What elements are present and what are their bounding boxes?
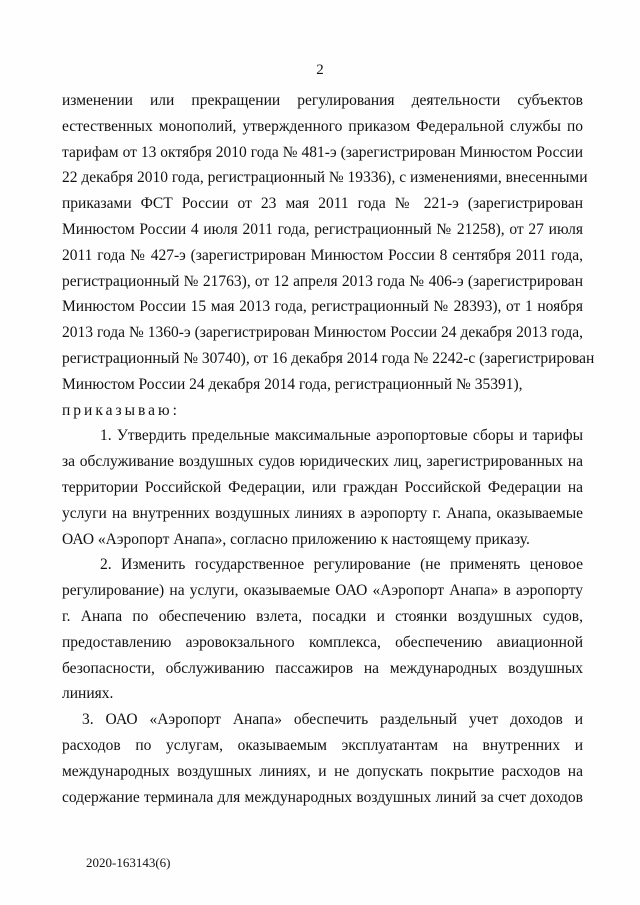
- text-line: международных воздушных линиях, и не допускать покрытие расходов на: [62, 762, 583, 780]
- text-line: 3. ОАО «Аэропорт Анапа» обеспечить раздельный учет доходов и: [82, 711, 583, 729]
- text-line: расходов по услугам, оказываемым эксплуатантам на внутренних и: [62, 736, 583, 754]
- text-line: приказываю:: [62, 401, 180, 419]
- text-line: 22 декабря 2010 года, регистрационный № 19336), с изменениями, внесенными: [62, 169, 588, 187]
- text-line: безопасности, обслуживанию пассажиров на международных воздушных: [62, 659, 583, 677]
- text-line: регистрационный № 30740), от 16 декабря 2014 года № 2242-с (зарегистрирован: [62, 349, 595, 367]
- text-line: территории Российской Федерации, или граждан Российской Федерации на: [62, 478, 583, 496]
- text-line: 2. Изменить государственное регулирование (не применять ценовое: [100, 556, 583, 574]
- text-line: 1. Утвердить предельные максимальные аэропортовые сборы и тарифы: [100, 427, 583, 445]
- text-line: 2011 года № 427-э (зарегистрирован Минюстом России 8 сентября 2011 года,: [62, 246, 583, 264]
- text-line: Минюстом России 4 июля 2011 года, регистрационный № 21258), от 27 июля: [62, 220, 583, 238]
- text-line: за обслуживание воздушных судов юридических лиц, зарегистрированных на: [62, 453, 583, 471]
- text-line: регистрационный № 21763), от 12 апреля 2013 года № 406-э (зарегистрирован: [62, 272, 583, 290]
- text-line: 2013 года № 1360-э (зарегистрирован Минюстом России 24 декабря 2013 года,: [62, 324, 583, 342]
- document-body: [62, 88, 595, 810]
- text-line: Минюстом России 15 мая 2013 года, регистрационный № 28393), от 1 ноября: [62, 298, 583, 316]
- text-line: предоставлению аэровокзального комплекса, обеспечению авиационной: [62, 633, 583, 651]
- text-line: регулирование) на услуги, оказываемые ОАО «Аэропорт Анапа» в аэропорту: [62, 582, 583, 600]
- text-line: тарифам от 13 октября 2010 года № 481-э (зарегистрирован Минюстом России: [62, 143, 583, 161]
- text-line: естественных монополий, утвержденного приказом Федеральной службы по: [62, 117, 583, 135]
- text-line: услуги на внутренних воздушных линиях в аэропорту г. Анапа, оказываемые: [62, 504, 583, 522]
- text-line: г. Анапа по обеспечению взлета, посадки и стоянки воздушных судов,: [62, 607, 583, 625]
- document-code: 2020-163143(6): [86, 855, 171, 870]
- text-line: приказами ФСТ России от 23 мая 2011 года № 221-э (зарегистрирован: [62, 195, 583, 213]
- text-line: изменении или прекращении регулирования деятельности субъектов: [62, 92, 583, 109]
- text-line: линиях.: [62, 685, 114, 703]
- page-number: 2: [316, 62, 324, 78]
- text-line: содержание терминала для международных воздушных линий за счет доходов: [62, 788, 583, 806]
- text-line: Минюстом России 24 декабря 2014 года, регистрационный № 35391),: [62, 375, 523, 393]
- text-line: ОАО «Аэропорт Анапа», согласно приложению к настоящему приказу.: [62, 530, 530, 548]
